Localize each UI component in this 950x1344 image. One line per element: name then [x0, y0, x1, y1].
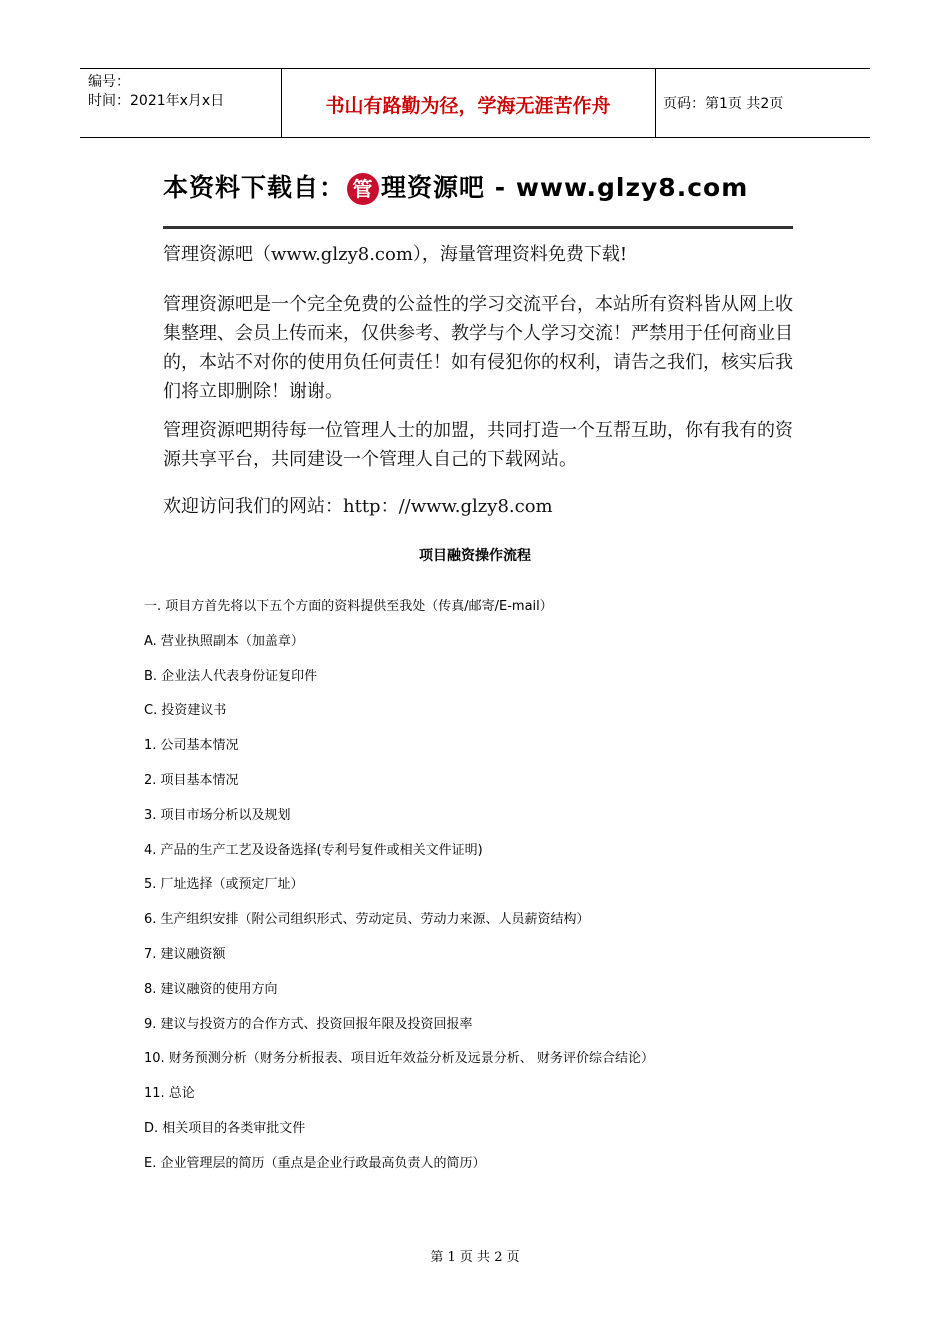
list-item: 10. 财务预测分析（财务分析报表、项目近年效益分析及远景分析、 财务评价综合结论） [144, 1051, 654, 1067]
banner-divider [163, 226, 793, 229]
list-item: 2. 项目基本情况 [144, 772, 239, 788]
doc-number-label: 编号： [88, 74, 130, 90]
list-item: C. 投资建议书 [144, 703, 227, 719]
list-item: A. 营业执照副本（加盖章） [144, 633, 304, 649]
header-page-info: 页码：第1页 共2页 [663, 96, 784, 112]
list-item: 8. 建议融资的使用方向 [144, 981, 278, 997]
list-item: E. 企业管理层的简历（重点是企业行政最高负责人的简历） [144, 1155, 486, 1171]
ad-paragraph-1: 管理资源吧（www.glzy8.com），海量管理资料免费下载! [163, 244, 628, 265]
header-divider [655, 69, 656, 137]
header-table [80, 68, 870, 138]
header-motto: 书山有路勤为径，学海无涯苦作舟 [325, 95, 611, 117]
list-item: 4. 产品的生产工艺及设备选择(专利号复件或相关文件证明) [144, 842, 483, 858]
doc-time: 时间：2021年x月x日 [88, 93, 225, 109]
list-item: 3. 项目市场分析以及规划 [144, 807, 291, 823]
list-item: 一. 项目方首先将以下五个方面的资料提供至我处（传真/邮寄/E-mail） [144, 599, 553, 614]
list-item: D. 相关项目的各类审批文件 [144, 1120, 306, 1136]
download-banner [163, 168, 793, 210]
ad-paragraph-3: 管理资源吧期待每一位管理人士的加盟，共同打造一个互帮互助，你有我有的资源共享平台，共同建设一个管理人自己的下载网站。 [163, 420, 793, 470]
list-item: 9. 建议与投资方的合作方式、投资回报年限及投资回报率 [144, 1016, 473, 1032]
banner-site-name: 理资源吧 [381, 173, 486, 202]
ad-paragraph-2: 管理资源吧是一个完全免费的公益性的学习交流平台，本站所有资料皆从网上收集整理、会员上传而来，仅供参考、教学与个人学习交流！严禁用于任何商业目的，本站不对你的使用负任何责任！如有侵犯你的权利，请告之我们，核实后我们将立即删除！谢谢。 [163, 294, 793, 402]
list-item: 1. 公司基本情况 [144, 738, 239, 754]
banner-url[interactable]: - www.glzy8.com [485, 173, 749, 202]
list-item: 6. 生产组织安排（附公司组织形式、劳动定员、劳动力来源、人员薪资结构） [144, 912, 590, 928]
list-item: 11. 总论 [144, 1086, 195, 1102]
header-meta [88, 73, 224, 111]
document-title: 项目融资操作流程 [419, 548, 531, 564]
list-item: 5. 厂址选择（或预定厂址） [144, 877, 304, 893]
procedure-list [144, 597, 864, 1189]
list-item: 7. 建议融资额 [144, 946, 226, 962]
list-item: B. 企业法人代表身份证复印件 [144, 668, 318, 684]
site-logo: 管 [347, 173, 379, 205]
banner-prefix: 本资料下载自： [163, 173, 346, 202]
page-footer: 第 1 页 共 2 页 [430, 1250, 520, 1265]
ad-paragraph-4: 欢迎访问我们的网站：http：//www.glzy8.com [163, 496, 553, 517]
